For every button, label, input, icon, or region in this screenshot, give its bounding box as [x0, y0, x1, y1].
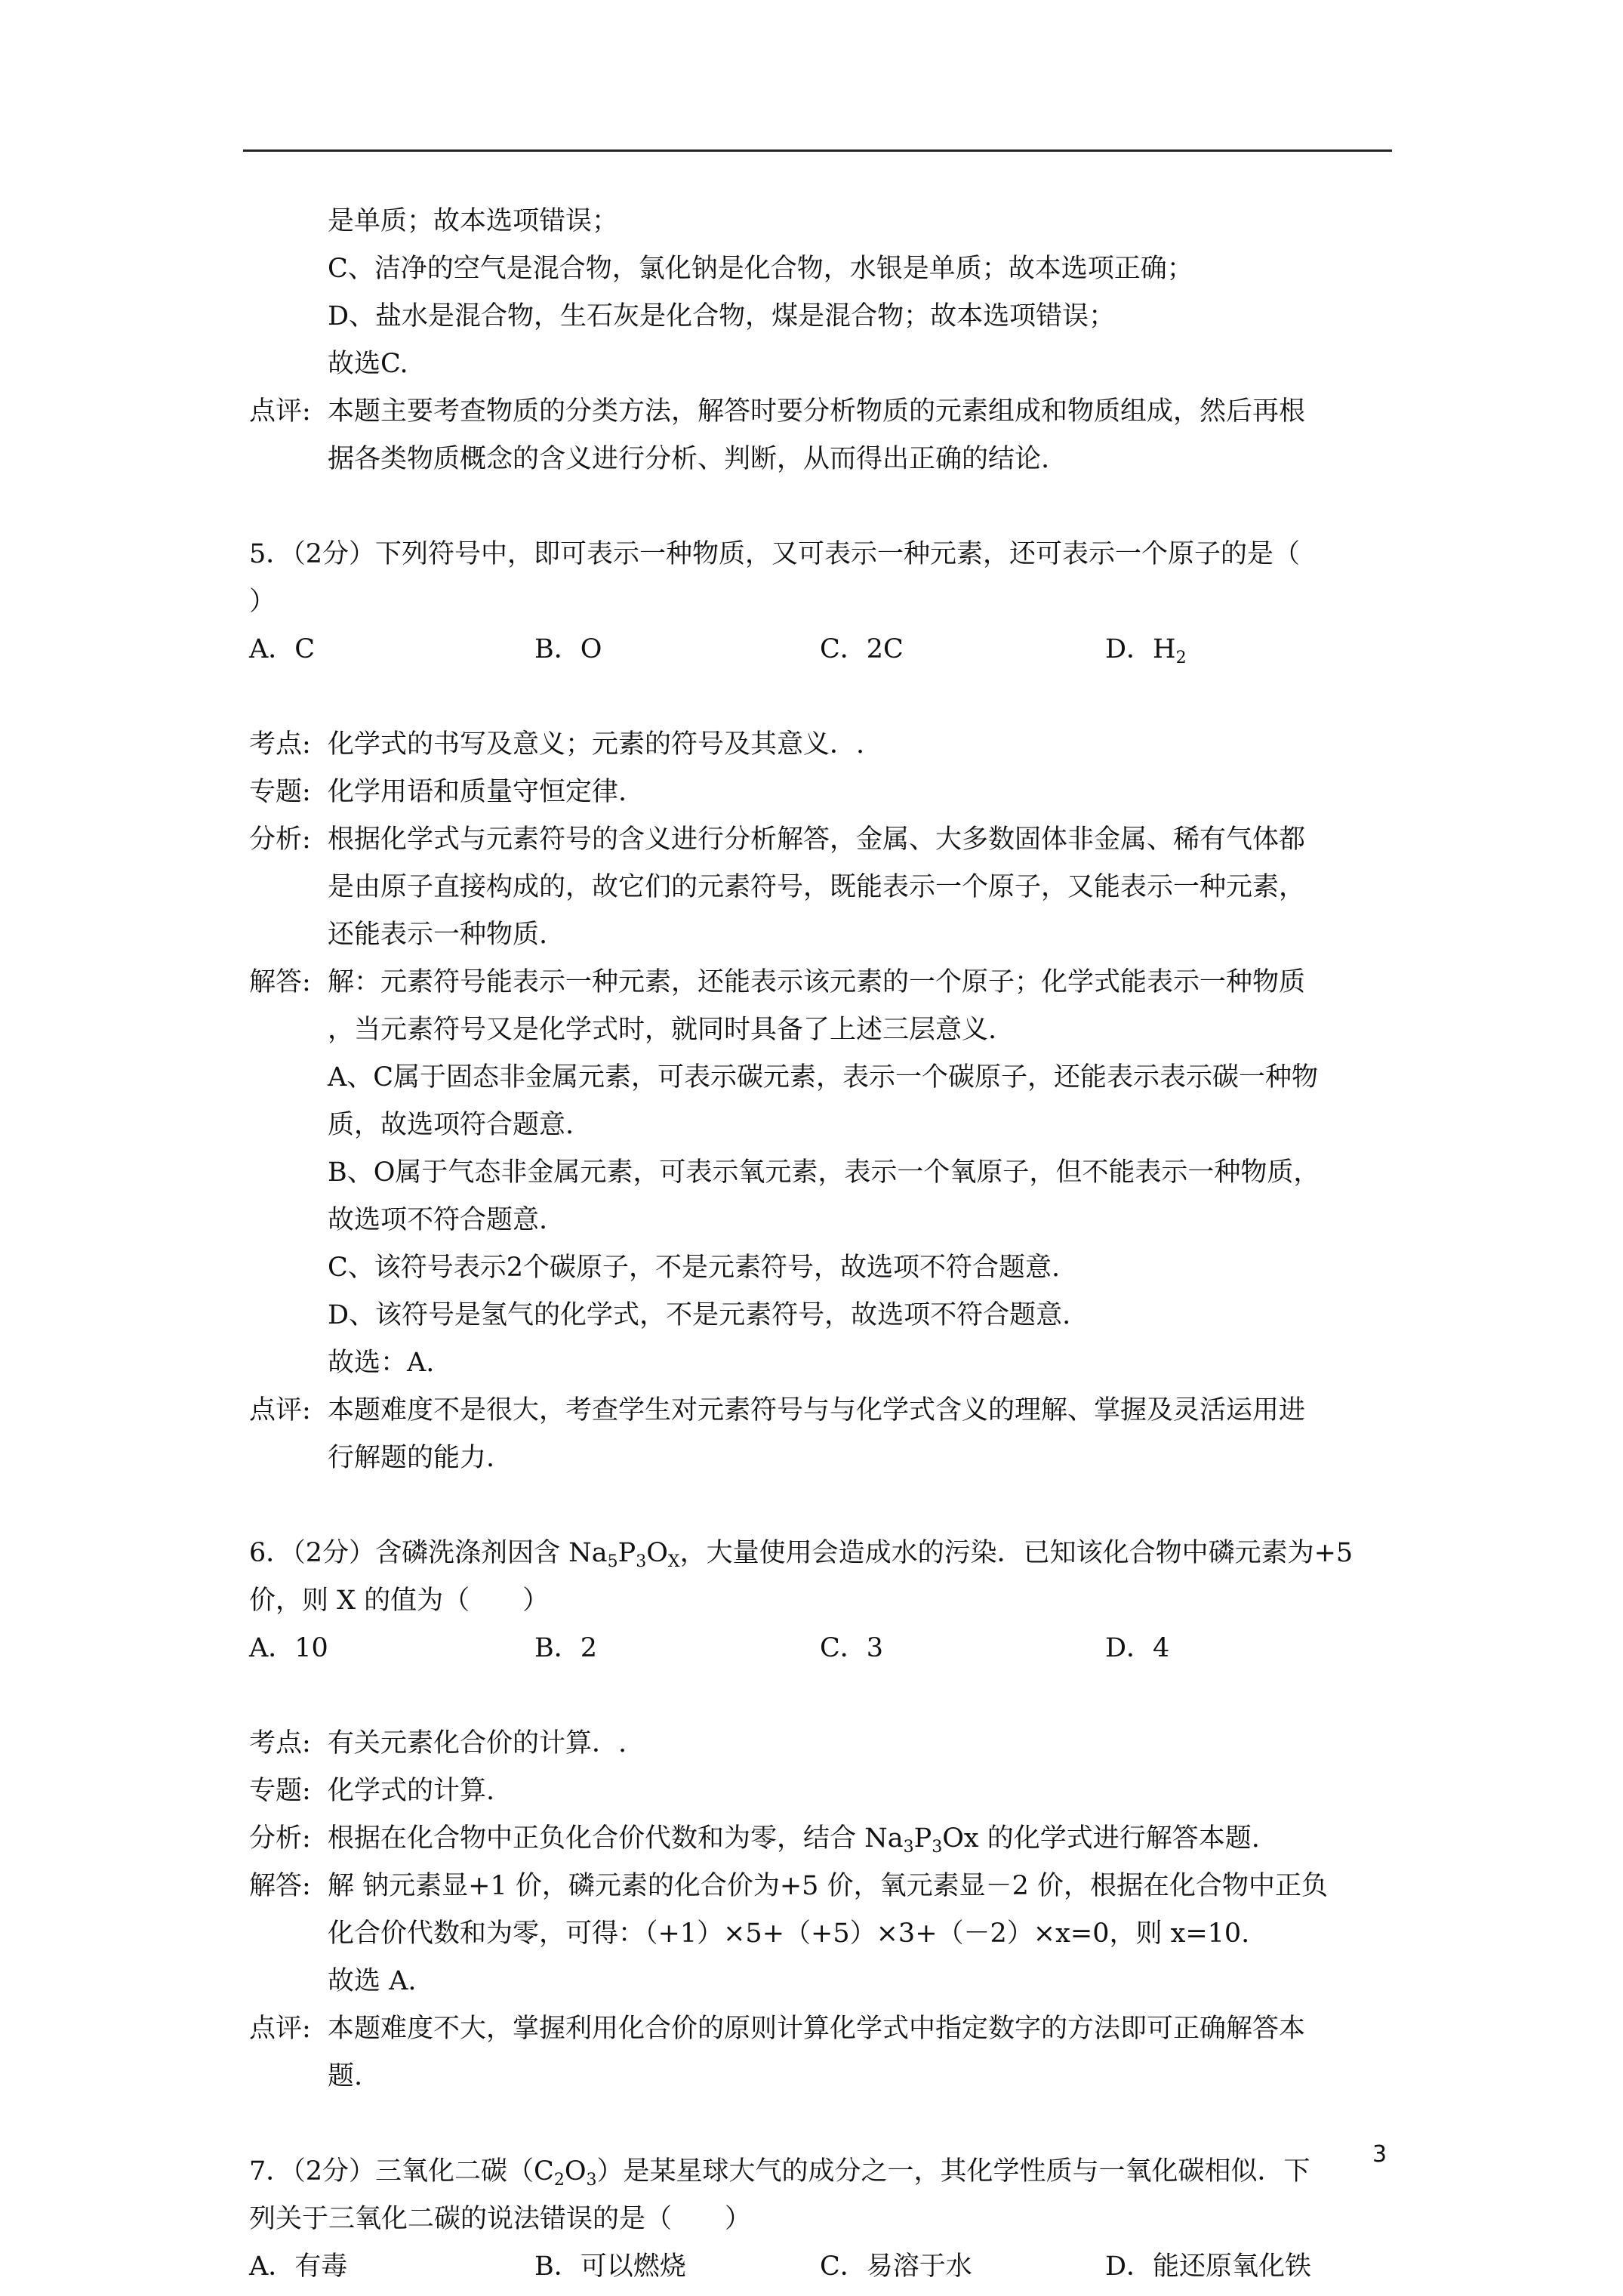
q6-options — [249, 1625, 1397, 1672]
q6-dianping: 点评: 本题难度不大，掌握利用化合价的原则计算化学式中指定数字的方法即可正确解答本 — [249, 2014, 1306, 2044]
q5-zhuanti: 专题: 化学用语和质量守恒定律. — [249, 777, 627, 807]
q5-kaodian: 考点: 化学式的书写及意义；元素的符号及其意义．. — [249, 729, 865, 760]
q4-line: D、盐水是混合物，生石灰是化合物，煤是混合物；故本选项错误； — [328, 301, 1116, 331]
q5-options — [249, 626, 1397, 673]
q5-fenxi-cont: 还能表示一种物质. — [328, 920, 548, 950]
q5-stem-cont: ） — [249, 587, 276, 617]
q4-line: 故选C. — [328, 349, 408, 379]
document-body — [249, 198, 1397, 2291]
q5-fenxi: 分析: 根据化学式与元素符号的含义进行分析解答，金属、大多数固体非金属、稀有气体都 — [249, 824, 1306, 855]
q5-option-a: A．C — [249, 634, 316, 664]
q6-stem: 6．（2分）含磷洗涤剂因含 $Na_5P_3O_X$，大量使用会造成水的污染．已知该化合物中磷元素为+5 — [249, 1538, 1354, 1571]
q4-line: 是单质；故本选项错误； — [328, 206, 619, 236]
q6-zhuanti: 专题: 化学式的计算. — [249, 1776, 495, 1806]
q6-option-a: A．10 — [249, 1633, 328, 1663]
q7-options — [249, 2243, 1397, 2291]
q4-comment-cont: 据各类物质概念的含义进行分析、判断，从而得出正确的结论. — [328, 444, 1050, 474]
q4-comment: 点评: 本题主要考查物质的分类方法，解答时要分析物质的元素组成和物质组成，然后再根 — [249, 388, 1397, 436]
q6-stem-cont: 价，则 X 的值为（ ） — [249, 1586, 550, 1616]
q5-jieda-cont: ，当元素符号又是化学式时，就同时具备了上述三层意义. — [328, 1015, 997, 1045]
q5-jieda-cont: A、C属于固态非金属元素，可表示碳元素，表示一个碳原子，还能表示表示碳一种物 — [328, 1062, 1319, 1093]
q6-jieda-cont: 故选 A. — [328, 1966, 417, 1996]
q5-jieda-cont: B、O属于气态非金属元素，可表示氧元素，表示一个氧原子，但不能表示一种物质， — [328, 1157, 1320, 1188]
q5-jieda-cont: 故选：A. — [328, 1348, 435, 1378]
q7-stem-cont: 列关于三氧化二碳的说法错误的是（ ） — [249, 2204, 752, 2234]
q6-fenxi: 分析: 根据在化合物中正负化合价代数和为零，结合 $Na_3P_3Ox$ 的化学式进行解答本题. — [249, 1823, 1260, 1857]
q5-stem: 5．（2分）下列符号中，即可表示一种物质，又可表示一种元素，还可表示一个原子的是（ — [249, 539, 1301, 569]
q5-option-d: D．$H_2$ — [1105, 634, 1187, 667]
q6-option-d: D．4 — [1105, 1633, 1170, 1663]
q6-jieda: 解答: 解 钠元素显+1 价，磷元素的化合价为+5 价，氧元素显－2 价，根据在化合物中正负 — [249, 1871, 1328, 1901]
q7-stem: 7．（2分）三氧化二碳$(C_2O_3)$是某星球大气的成分之一，其化学性质与一氧化碳相似．下 — [249, 2156, 1310, 2190]
q7-option-a: A．有毒 — [249, 2251, 348, 2282]
q5-jieda-cont: C、该符号表示2个碳原子，不是元素符号，故选项不符合题意. — [328, 1253, 1061, 1283]
q5-jieda: 解答: 解：元素符号能表示一种元素，还能表示该元素的一个原子；化学式能表示一种物质 — [249, 967, 1306, 997]
q4-line: C、洁净的空气是混合物，氯化钠是化合物，水银是单质；故本选项正确； — [328, 254, 1193, 284]
q5-fenxi-cont: 是由原子直接构成的，故它们的元素符号，既能表示一个原子，又能表示一种元素， — [328, 872, 1306, 902]
q7-option-c: C．易溶于水 — [820, 2251, 972, 2282]
q6-option-b: B．2 — [534, 1633, 597, 1663]
q5-jieda-cont: 故选项不符合题意. — [328, 1205, 548, 1235]
header-rule — [243, 149, 1392, 152]
page-number: 3 — [1372, 2141, 1387, 2168]
q5-dianping-cont: 行解题的能力. — [328, 1443, 495, 1473]
comment-label: 点评: — [249, 396, 311, 427]
q7-option-b: B．可以燃烧 — [534, 2251, 686, 2282]
q7-option-d: D．能还原氧化铁 — [1105, 2251, 1312, 2282]
q5-option-c: C．2C — [820, 634, 904, 664]
q6-jieda-cont: 化合价代数和为零，可得：（+1）×5+（+5）×3+（－2）×x=0，则 x=10. — [328, 1918, 1250, 1949]
q6-kaodian: 考点: 有关元素化合价的计算．. — [249, 1728, 627, 1758]
q6-option-c: C．3 — [820, 1633, 884, 1663]
q5-option-b: B．O — [534, 634, 602, 664]
q5-jieda-cont: D、该符号是氢气的化学式，不是元素符号，故选项不符合题意. — [328, 1300, 1071, 1330]
q6-dianping-cont: 题. — [328, 2061, 363, 2091]
q5-jieda-cont: 质，故选项符合题意. — [328, 1110, 574, 1140]
q5-dianping: 点评: 本题难度不是很大，考查学生对元素符号与与化学式含义的理解、掌握及灵活运用进 — [249, 1395, 1306, 1425]
